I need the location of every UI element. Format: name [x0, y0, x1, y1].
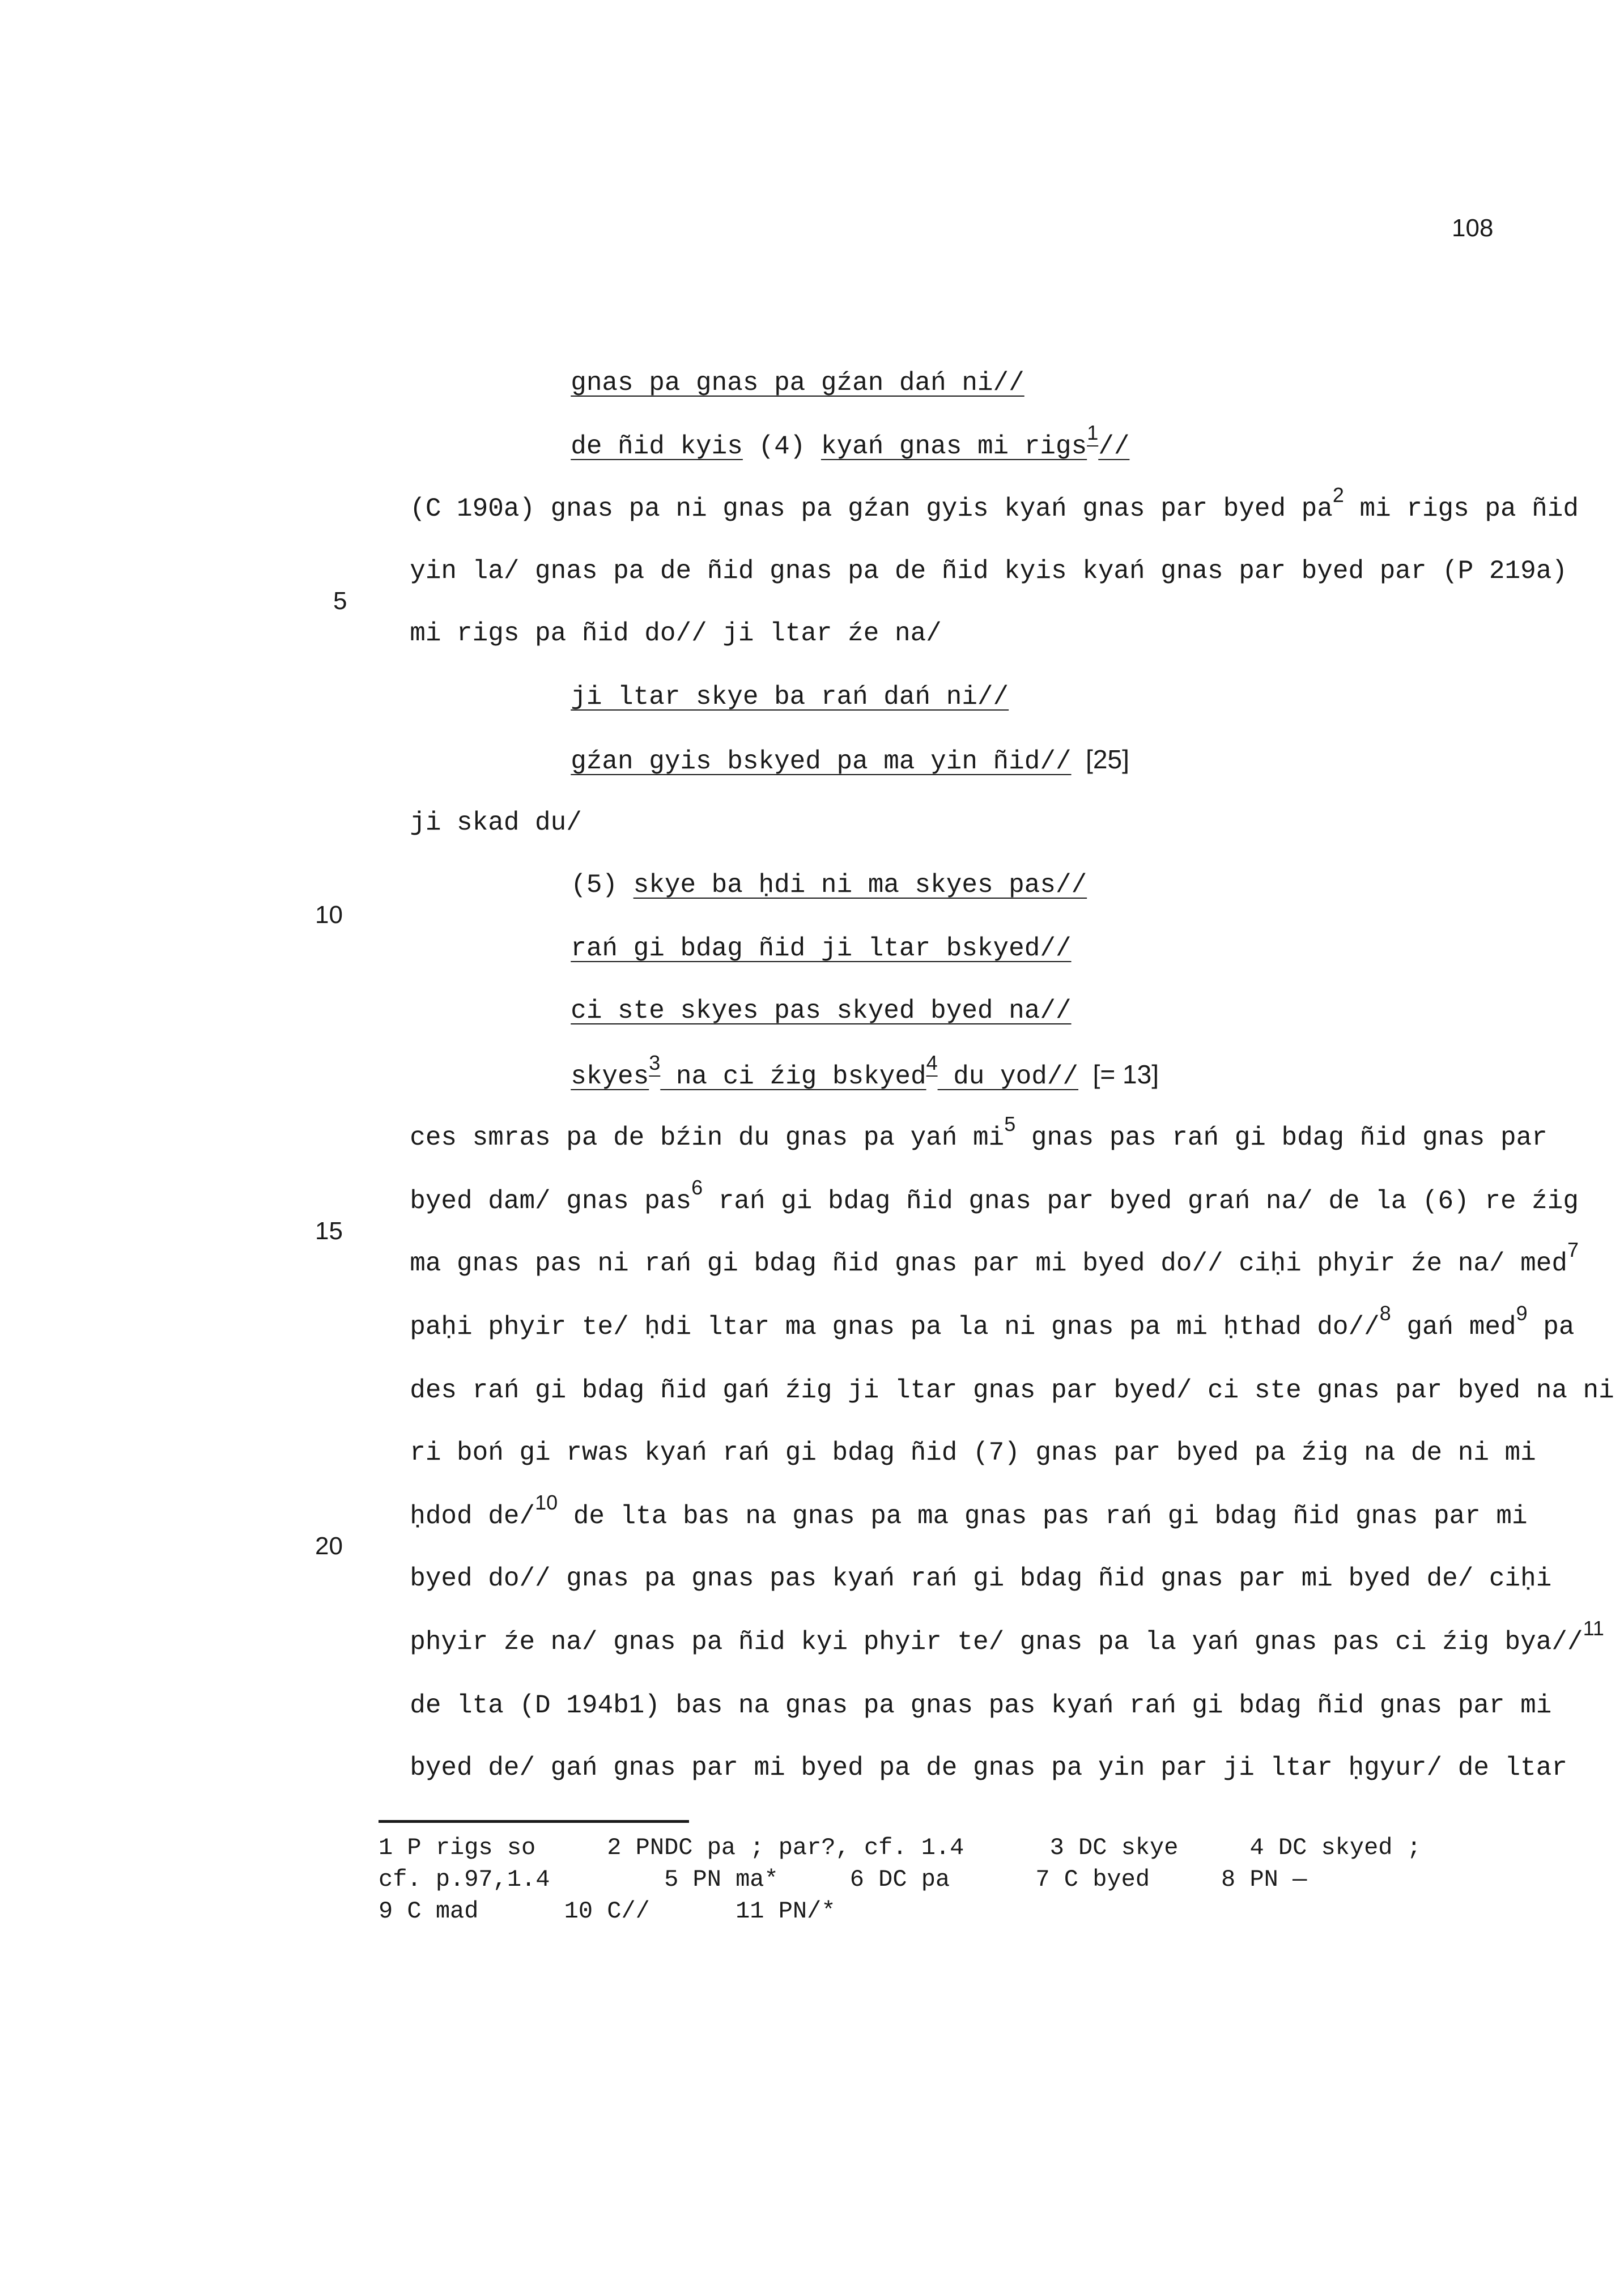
verse-reference: [25]	[1071, 745, 1129, 774]
prose-line-19	[379, 1469, 1528, 1532]
verse-text: gźan gyis bskyed pa ma yin ñid//	[571, 747, 1072, 776]
prose-line-4	[379, 524, 1567, 587]
prose-text: (C 190a) gnas pa ni gnas pa gźan gyis kyań gnas par byed pa	[410, 494, 1333, 524]
footnote-marker: 2	[1332, 483, 1344, 507]
prose-line-18	[379, 1405, 1536, 1469]
prose-line-20	[379, 1531, 1551, 1595]
footnote-marker: 8	[1379, 1302, 1391, 1325]
verse-line-1	[539, 335, 1024, 399]
prose-text: gań med	[1391, 1312, 1516, 1342]
footnote-marker: 7	[1567, 1238, 1579, 1261]
prose-line-17	[379, 1343, 1614, 1406]
prose-text: des rań gi bdag ñid gań źig ji ltar gnas par byed/ ci ste gnas par byed na ni	[410, 1376, 1614, 1405]
prose-text: yin la/ gnas pa de ñid gnas pa de ñid kyis kyań gnas par byed par (P 219a)	[410, 556, 1567, 586]
verse-text: na ci źig bskyed	[660, 1062, 926, 1091]
footnote-marker: 6	[691, 1176, 703, 1199]
prose-text: ḥdod de/	[410, 1502, 535, 1531]
verse-reference: [= 13]	[1078, 1060, 1159, 1089]
prose-line-15	[379, 1216, 1579, 1279]
verse-line-12	[539, 1027, 1159, 1092]
verse-text: ci ste skyes pas skyed byed na//	[571, 996, 1072, 1026]
verse-text: skye ba ḥdi ni ma skyes pas//	[633, 870, 1087, 900]
folio-ref: (4)	[742, 432, 821, 461]
prose-line-8	[379, 775, 582, 839]
prose-text: ji skad du/	[410, 808, 582, 837]
footnote-marker: 4	[926, 1051, 938, 1074]
footnote-line: 9 C mad 10 C// 11 PN/*	[379, 1898, 836, 1925]
prose-line-21	[379, 1595, 1604, 1658]
verse-text: de ñid kyis	[571, 432, 743, 461]
footnote-marker: 1	[1087, 421, 1099, 444]
prose-line-14	[379, 1154, 1579, 1217]
prose-text: phyir źe na/ gnas pa ñid kyi phyir te/ gnas pa la yań gnas pas ci źig bya//	[410, 1627, 1583, 1657]
prose-line-16	[379, 1279, 1574, 1343]
prose-text: de lta bas na gnas pa ma gnas pas rań gi bdag ñid gnas par mi	[558, 1502, 1528, 1531]
footnote-marker: 3	[649, 1051, 661, 1074]
verse-text: ji ltar skye ba rań dań ni//	[571, 682, 1009, 712]
prose-text: ri boń gi rwas kyań rań gi bdag ñid (7) gnas par byed pa źig na de ni mi	[410, 1438, 1536, 1468]
verse-text: //	[1098, 432, 1130, 461]
prose-text: byed dam/ gnas pas	[410, 1187, 692, 1216]
line-number: 5	[333, 587, 347, 615]
verse-line-10	[539, 901, 1072, 964]
prose-text: ma gnas pas ni rań gi bdag ñid gnas par mi byed do// ciḥi phyir źe na/ med	[410, 1249, 1567, 1278]
line-number: 15	[315, 1217, 343, 1245]
prose-text: byed do// gnas pa gnas pas kyań rań gi bdag ñid gnas par mi byed de/ ciḥi	[410, 1564, 1552, 1593]
prose-line-3	[379, 461, 1579, 525]
prose-line-5	[379, 586, 942, 649]
footnote-marker: 10	[535, 1491, 558, 1514]
footnote-marker: 11	[1583, 1617, 1604, 1640]
verse-line-11	[539, 963, 1072, 1027]
footnote-divider	[379, 1820, 689, 1823]
prose-text: rań gi bdag ñid gnas par byed grań na/ de la (6) re źig	[703, 1187, 1579, 1216]
prose-text: mi rigs pa ñid do// ji ltar źe na/	[410, 619, 942, 648]
line-number: 10	[315, 901, 343, 929]
verse-line-7	[539, 712, 1129, 777]
verse-text: du yod//	[937, 1062, 1079, 1091]
prose-line-23	[379, 1720, 1567, 1784]
folio-ref: (5)	[571, 870, 634, 900]
page-number: 108	[1452, 214, 1494, 242]
prose-text: paḥi phyir te/ ḥdi ltar ma gnas pa la ni gnas pa mi ḥthad do//	[410, 1312, 1380, 1342]
prose-text: gnas pas rań gi bdag ñid gnas par	[1015, 1123, 1548, 1153]
prose-text: de lta (D 194b1) bas na gnas pa gnas pas kyań rań gi bdag ñid gnas par mi	[410, 1691, 1552, 1720]
prose-text: byed de/ gań gnas par mi byed pa de gnas pa yin par ji ltar ḥgyur/ de ltar	[410, 1753, 1567, 1783]
footnote-line: 1 P rigs so 2 PNDC pa ; par?, cf. 1.4 3 DC skye 4 DC skyed ;	[379, 1834, 1421, 1861]
verse-text: gnas pa gnas pa gźan dań ni//	[571, 368, 1024, 398]
footnote-line: cf. p.97,1.4 5 PN ma* 6 DC pa 7 C byed 8 PN —	[379, 1866, 1307, 1893]
prose-line-22	[379, 1658, 1551, 1721]
verse-line-6	[539, 649, 1009, 713]
verse-text: skyes	[571, 1062, 649, 1091]
line-number: 20	[315, 1532, 343, 1560]
verse-line-9	[539, 837, 1087, 901]
verse-line-2	[539, 399, 1129, 462]
prose-text: pa	[1527, 1312, 1575, 1342]
verse-text: kyań gnas mi rigs	[820, 432, 1087, 461]
verse-text: rań gi bdag ñid ji ltar bskyed//	[571, 934, 1072, 963]
footnote-marker: 9	[1516, 1302, 1528, 1325]
footnote-marker: 5	[1004, 1112, 1016, 1136]
prose-line-13	[379, 1090, 1548, 1154]
prose-text: mi rigs pa ñid	[1344, 494, 1579, 524]
prose-text: ces smras pa de bźin du gnas pa yań mi	[410, 1123, 1005, 1153]
